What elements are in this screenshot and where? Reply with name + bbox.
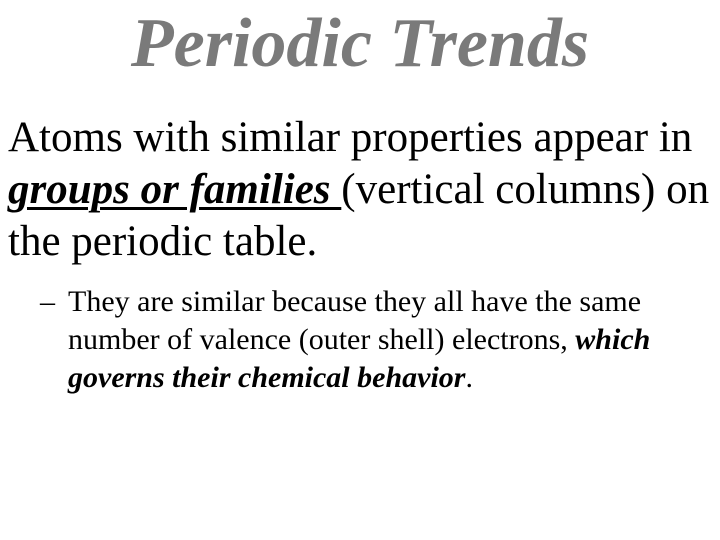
bullet-dash: – [40, 285, 55, 318]
sub-bullet [40, 283, 680, 397]
sub-bullet-text-end: . [465, 361, 473, 394]
main-paragraph [8, 112, 713, 268]
paragraph-emphasis: groups or families [8, 166, 342, 213]
sub-bullet-emphasis: which governs their chemical behavior [68, 323, 651, 394]
sub-bullet-text-start: They are similar because they all have the same number of valence (outer shell) electrons, [68, 285, 642, 356]
paragraph-text-end: (vertical columns) on the periodic table. [8, 166, 710, 265]
sub-bullet-text [40, 283, 680, 397]
paragraph-text-start: Atoms with similar properties appear in [8, 114, 693, 161]
slide-title: Periodic Trends [130, 5, 590, 82]
